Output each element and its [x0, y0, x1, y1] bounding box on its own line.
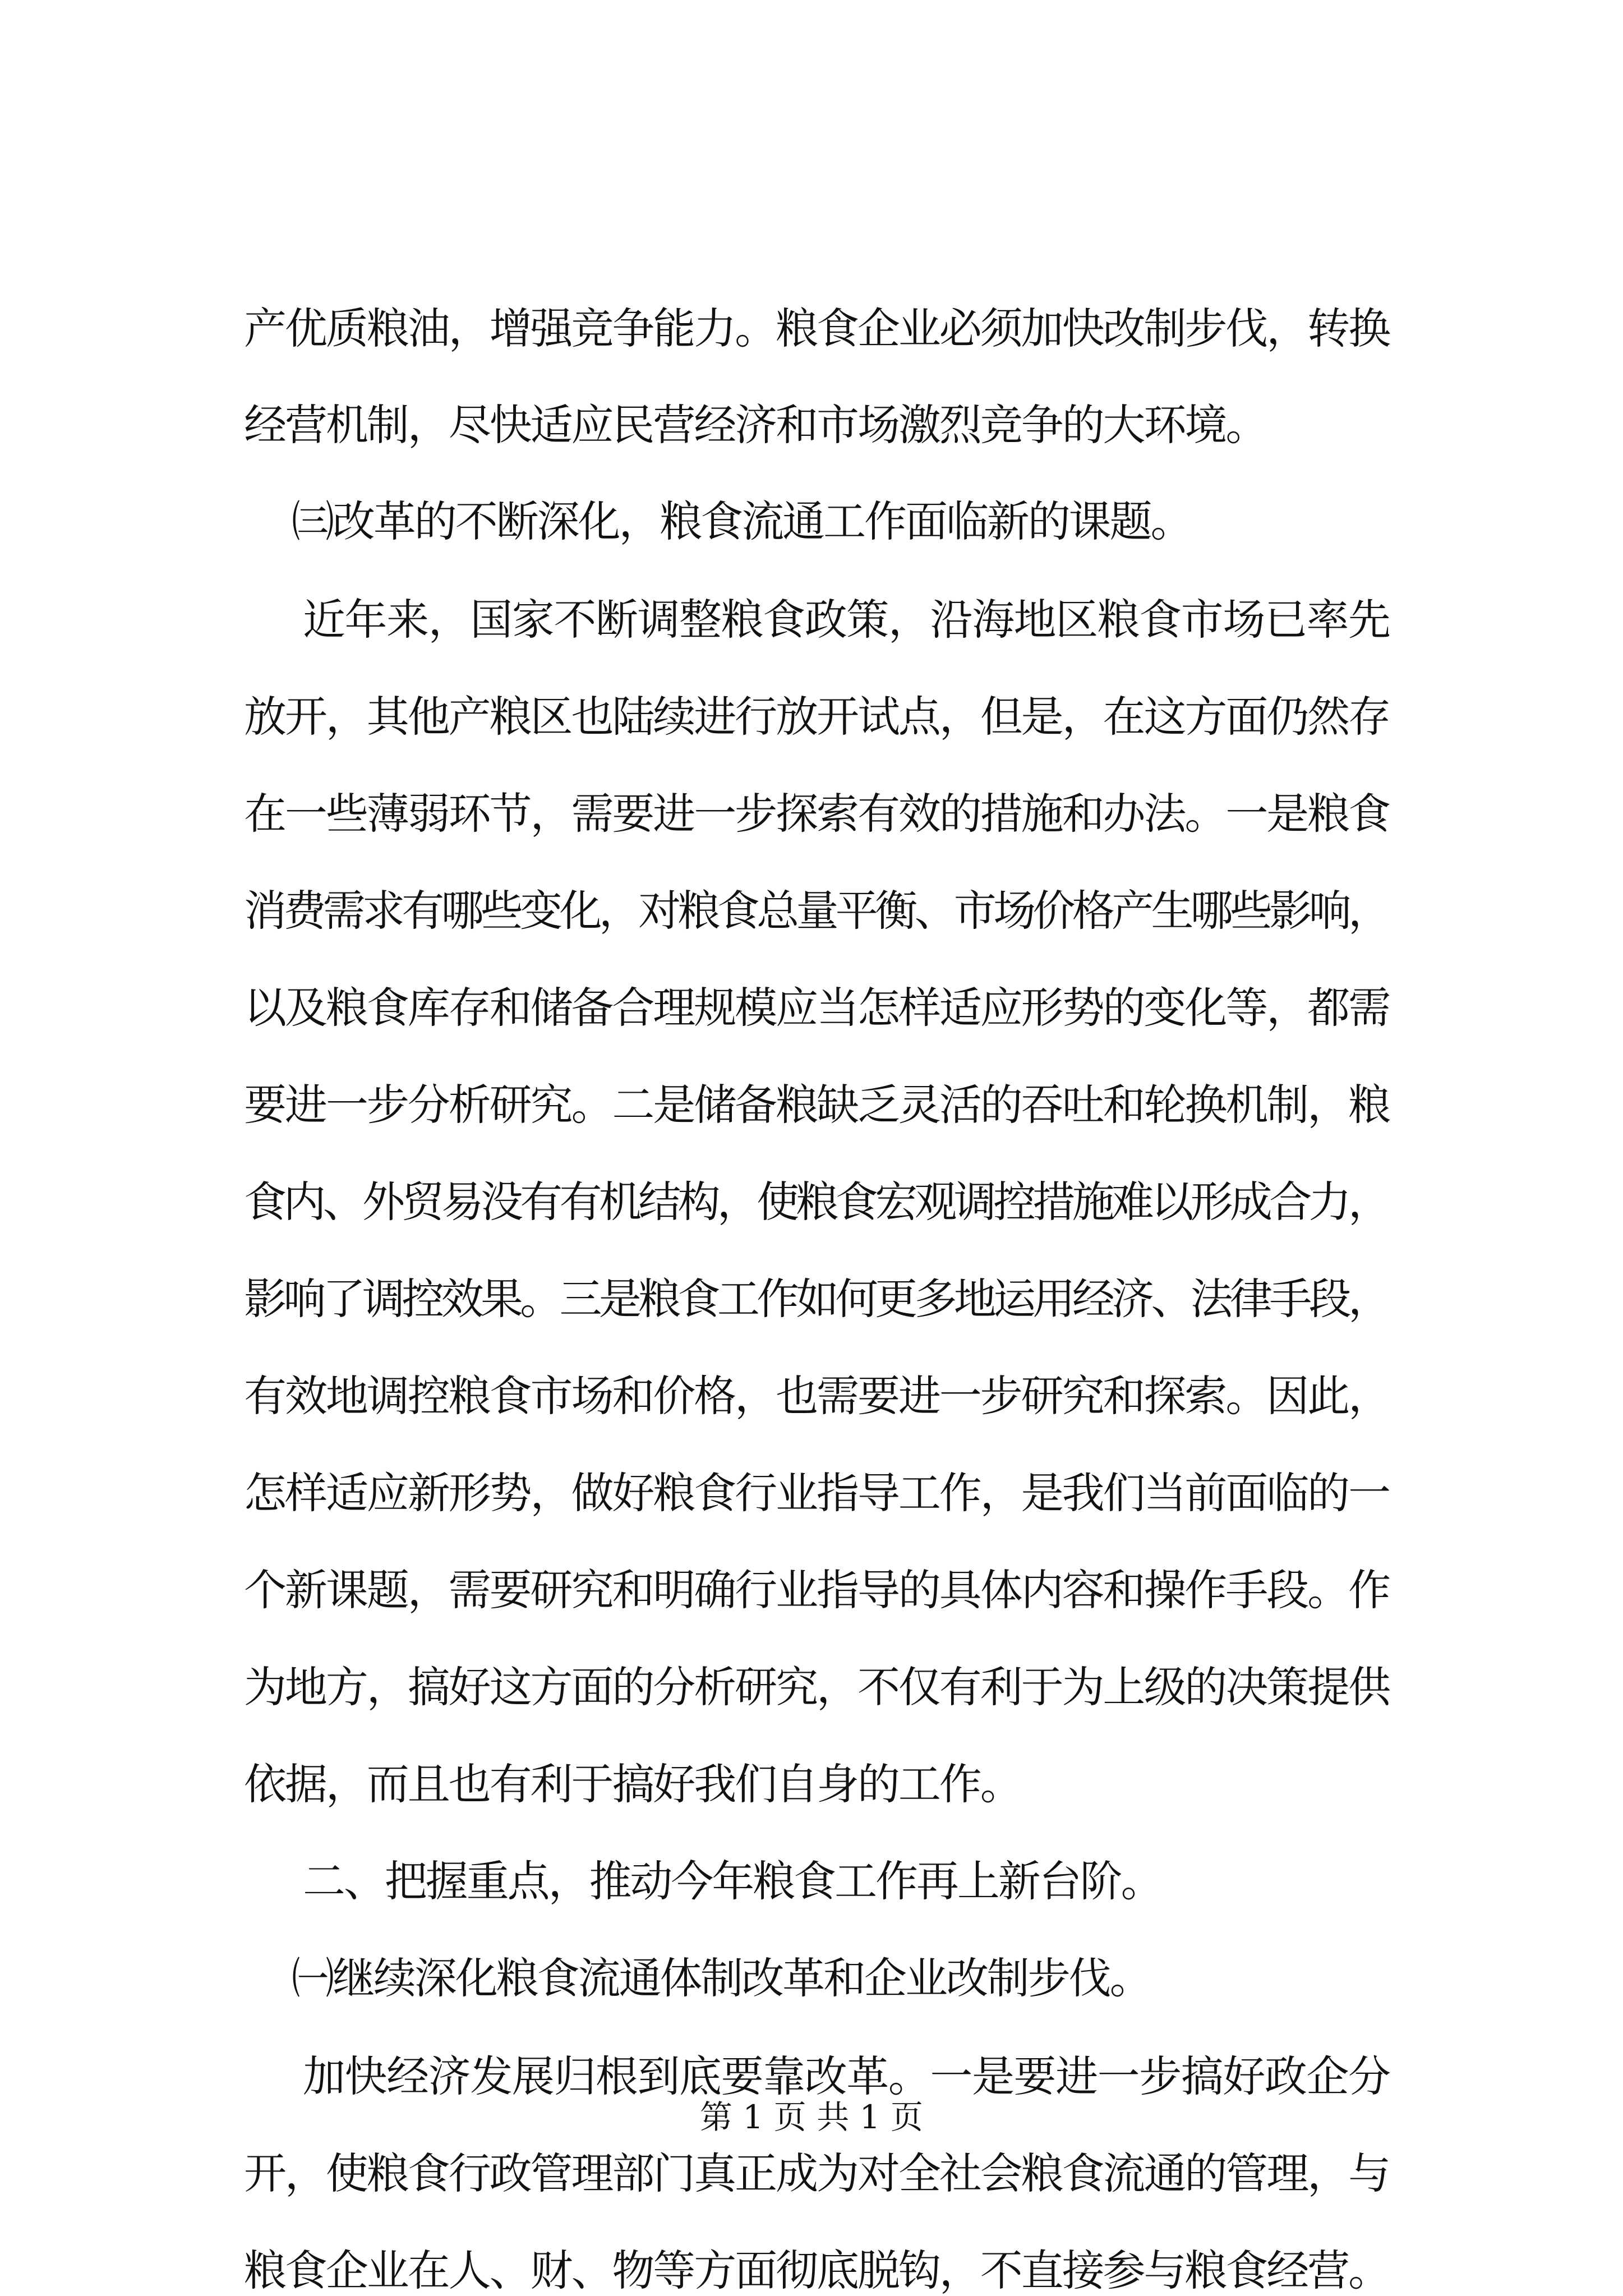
text-line: 放开，其他产粮区也陆续进行放开试点，但是，在这方面仍然存	[244, 692, 1390, 742]
text-line: 近年来，国家不断调整粮食政策，沿海地区粮食市场已率先	[303, 595, 1390, 645]
text-line: 为地方，搞好这方面的分析研究，不仅有利于为上级的决策提供	[244, 1662, 1390, 1712]
text-line: ㈢改革的不断深化，粮食流通工作面临新的课题。	[292, 496, 1192, 546]
text-line: 怎样适应新形势，做好粮食行业指导工作，是我们当前面临的一	[244, 1468, 1390, 1518]
text-line: 个新课题，需要研究和明确行业指导的具体内容和操作手段。作	[244, 1565, 1390, 1615]
text-line: 食内、外贸易没有有机结构，使粮食宏观调控措施难以形成合力，	[244, 1177, 1388, 1227]
text-line: 开，使粮食行政管理部门真正成为对全社会粮食流通的管理，与	[244, 2148, 1390, 2198]
text-line: 要进一步分析研究。二是储备粮缺乏灵活的吞吐和轮换机制，粮	[244, 1080, 1390, 1130]
text-line: 影响了调控效果。三是粮食工作如何更多地运用经济、法律手段，	[244, 1274, 1388, 1324]
text-line: 有效地调控粮食市场和价格，也需要进一步研究和探索。因此，	[244, 1371, 1390, 1421]
text-line: 粮食企业在人、财、物等方面彻底脱钩，不直接参与粮食经营。	[244, 2246, 1390, 2295]
text-line: 经营机制，尽快适应民营经济和市场激烈竞争的大环境。	[244, 400, 1267, 450]
section-heading: 二、把握重点，推动今年粮食工作再上新台阶。	[303, 1856, 1162, 1906]
text-line: 加快经济发展归根到底要靠改革。一是要进一步搞好政企分	[303, 2051, 1390, 2101]
text-line: 在一些薄弱环节，需要进一步探索有效的措施和办法。一是粮食	[244, 789, 1390, 839]
text-line: 产优质粮油，增强竞争能力。粮食企业必须加快改制步伐，转换	[244, 303, 1390, 353]
text-line: 消费需求有哪些变化，对粮食总量平衡、市场价格产生哪些影响，	[244, 886, 1388, 936]
text-line: 依据，而且也有利于搞好我们自身的工作。	[244, 1759, 1021, 1809]
subsection-heading: ㈠继续深化粮食流通体制改革和企业改制步伐。	[292, 1953, 1151, 2003]
page-footer: 第 1 页 共 1 页	[700, 2098, 923, 2136]
text-line: 以及粮食库存和储备合理规模应当怎样适应形势的变化等，都需	[244, 983, 1390, 1033]
